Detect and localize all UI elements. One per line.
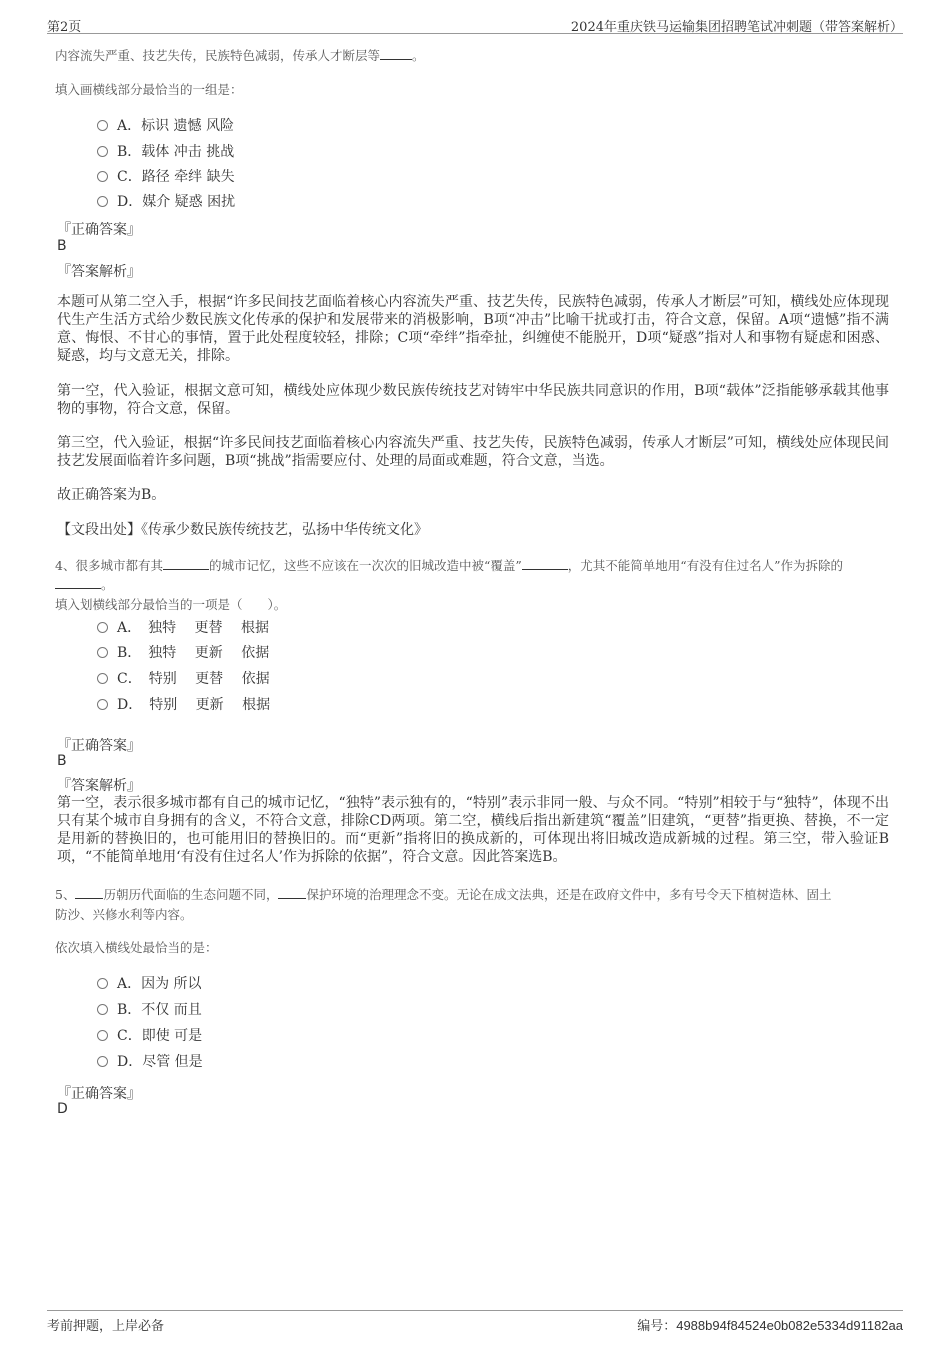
blank-line [522, 569, 568, 570]
q4-option-a[interactable] [97, 617, 269, 637]
q4-option-b[interactable] [97, 642, 269, 662]
option-label: B． 独特 更新 依据 [117, 645, 270, 661]
blank-line [380, 59, 412, 60]
radio-icon[interactable] [97, 146, 108, 157]
q5-stem-part: 保护环境的治理理念不变。无论在成文法典，还是在政府文件中，多有号令天下植树造林、固土 [306, 887, 832, 902]
q4-answer-label: 『正确答案』 [57, 738, 141, 754]
q5-stem-line2: 防沙、兴修水利等内容。 [55, 907, 193, 922]
page-footer [47, 1310, 903, 1334]
q4-stem-part: ，尤其不能简单地用“有没有住过名人”作为拆除的 [567, 558, 844, 573]
q3-analysis-p2: 第一空，代入验证，根据文意可知，横线处应体现少数民族传统技艺对铸牢中华民族共同意识的作用，B项“载体”泛指能够承载其他事物的事物，符合文意，保留。 [57, 383, 889, 417]
q3-option-a[interactable] [97, 115, 234, 135]
footer-code-label: 编号： [637, 1319, 677, 1334]
radio-icon[interactable] [97, 699, 108, 710]
q4-stem-line1 [55, 556, 843, 574]
option-label: C．即使 可是 [117, 1028, 203, 1044]
radio-icon[interactable] [97, 647, 108, 658]
q3-prompt: 填入画横线部分最恰当的一组是： [55, 82, 243, 97]
q3-analysis-p3: 第三空，代入验证，根据“许多民间技艺面临着核心内容流失严重、技艺失传，民族特色减弱，传承人才断层”可知，横线处应体现民间技艺发展面临着许多问题，B项“挑战”指需要应付、处理的局面或难题，符合文意，当选。 [57, 435, 889, 469]
option-label: C． 特别 更替 依据 [117, 671, 270, 687]
footer-slogan: 考前押题，上岸必备 [47, 1319, 165, 1334]
q3-answer: B [57, 238, 67, 254]
q5-option-b[interactable] [97, 999, 202, 1019]
option-label: C．路径 牵绊 缺失 [117, 169, 235, 185]
option-label: D．尽管 但是 [117, 1054, 203, 1070]
radio-icon[interactable] [97, 673, 108, 684]
q4-prompt: 填入划横线部分最恰当的一项是（ ）。 [55, 597, 287, 612]
page-header [47, 14, 903, 34]
q3-analysis-label: 『答案解析』 [57, 264, 141, 280]
q4-analysis-label: 『答案解析』 [57, 778, 141, 794]
blank-line [75, 898, 103, 899]
radio-icon[interactable] [97, 1004, 108, 1015]
option-label: B．载体 冲击 挑战 [117, 144, 235, 160]
q3-stem-end: 。 [412, 48, 425, 63]
q5-answer: D [57, 1101, 68, 1117]
q4-stem-part: 4、很多城市都有其 [55, 558, 163, 573]
q3-analysis-p4: 故正确答案为B。 [57, 487, 166, 503]
q3-analysis-p1: 本题可从第二空入手，根据“许多民间技艺面临着核心内容流失严重、技艺失传，民族特色减弱，传承人才断层”可知，横线处应体现现代生产生活方式给少数民族文化传承的保护和发展带来的消极影响，B项“冲击”比喻干扰或打击，符合文意，保留。A项“遗憾”指不满意、悔恨、不甘心的事情，置于此处程度较轻，排除；C项“牵绊”指牵扯，纠缠使不能脱开，D项“疑惑”指对人和事物有疑虑和困惑、疑惑，均与文意无关，排除。 [57, 294, 889, 364]
q4-analysis: 第一空，表示很多城市都有自己的城市记忆，“独特”表示独有的，“特别”表示非同一般、与众不同。“特别”相较于与“独特”，体现不出只有某个城市自身拥有的含义，不符合文意，排除CD两项。第二空，横线后指出新建筑“覆盖”旧建筑，“更替”指更换、替换，不一定是用新的替换旧的，也可能用旧的替换旧的。而“更新”指将旧的换成新的，可体现出将旧城改造成新城的过程。第三空，带入验证B项，“不能简单地用‘有没有住过名人’作为拆除的依据”，符合文意。因此答案选B。 [57, 795, 889, 865]
page-number: 第2页 [47, 20, 82, 35]
q5-stem-line1 [55, 885, 831, 903]
q4-option-c[interactable] [97, 668, 270, 688]
option-label: B．不仅 而且 [117, 1002, 202, 1018]
q3-option-c[interactable] [97, 166, 235, 186]
blank-line [163, 569, 209, 570]
q4-stem-part: 的城市记忆，这些不应该在一次次的旧城改造中被“覆盖” [208, 558, 522, 573]
option-label: A．标识 遗憾 风险 [117, 118, 235, 134]
radio-icon[interactable] [97, 120, 108, 131]
q5-prompt: 依次填入横线处最恰当的是： [55, 940, 218, 955]
q3-stem-tail [55, 46, 425, 64]
q4-stem-end: 。 [101, 577, 114, 592]
q3-option-d[interactable] [97, 191, 235, 211]
q3-stem-text: 内容流失严重、技艺失传，民族特色减弱，传承人才断层等 [55, 48, 381, 63]
footer-code-value: 4988b94f84524e0b082e5334d91182aa [676, 1318, 903, 1333]
radio-icon[interactable] [97, 171, 108, 182]
radio-icon[interactable] [97, 978, 108, 989]
radio-icon[interactable] [97, 196, 108, 207]
q5-number: 5、 [55, 887, 76, 902]
radio-icon[interactable] [97, 1056, 108, 1067]
blank-line [55, 588, 101, 589]
document-title: 2024年重庆铁马运输集团招聘笔试冲刺题（带答案解析） [570, 20, 903, 35]
q3-answer-label: 『正确答案』 [57, 222, 141, 238]
q4-stem-line2 [55, 575, 114, 593]
q5-stem-part: 历朝历代面临的生态问题不同， [103, 887, 279, 902]
q3-option-b[interactable] [97, 141, 234, 161]
q4-answer: B [57, 753, 67, 769]
radio-icon[interactable] [97, 622, 108, 633]
q5-option-d[interactable] [97, 1051, 203, 1071]
footer-code [637, 1315, 903, 1334]
option-label: D． 特别 更新 根据 [117, 697, 271, 713]
blank-line [278, 898, 306, 899]
option-label: A． 独特 更替 根据 [117, 620, 270, 636]
option-label: A．因为 所以 [117, 976, 202, 992]
option-label: D．媒介 疑惑 困扰 [117, 194, 236, 210]
radio-icon[interactable] [97, 1030, 108, 1041]
q5-option-a[interactable] [97, 973, 202, 993]
q5-option-c[interactable] [97, 1025, 202, 1045]
q5-answer-label: 『正确答案』 [57, 1086, 141, 1102]
q4-option-d[interactable] [97, 694, 270, 714]
q3-source: 【文段出处】《传承少数民族传统技艺，弘扬中华传统文化》 [57, 522, 428, 538]
